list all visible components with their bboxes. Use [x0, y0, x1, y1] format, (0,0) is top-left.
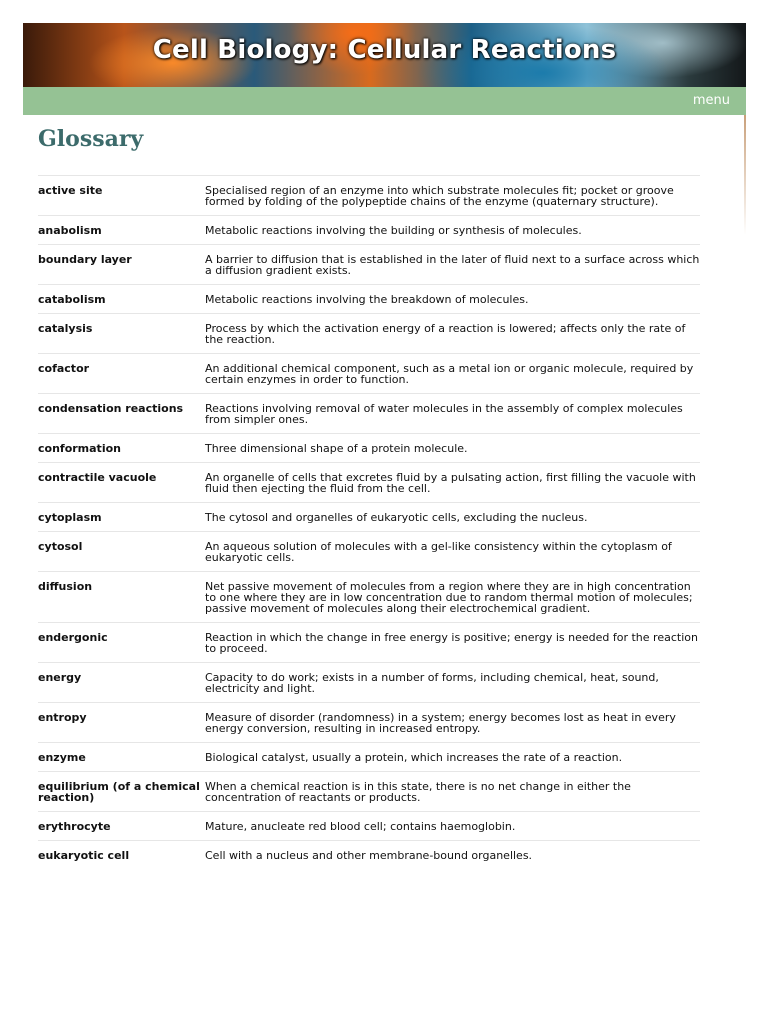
glossary-term: cytosol — [38, 540, 83, 553]
glossary-term: diffusion — [38, 580, 93, 593]
glossary-term: cytoplasm — [38, 511, 102, 524]
glossary-row — [38, 433, 700, 462]
glossary-term: enzyme — [38, 751, 86, 764]
glossary-row — [38, 742, 700, 771]
glossary-definition: Biological catalyst, usually a protein, which increases the rate of a reaction. — [205, 751, 623, 764]
glossary-definition: Cell with a nucleus and other membrane-bound organelles. — [205, 849, 533, 862]
glossary-row — [38, 622, 700, 662]
site-title: Cell Biology: Cellular Reactions — [152, 35, 617, 65]
glossary-definition: Reaction in which the change in free energy is positive; energy is needed for the reaction to proceed. — [205, 631, 698, 655]
glossary-row — [38, 462, 700, 502]
glossary-row — [38, 771, 700, 811]
glossary-term: equilibrium (of a chemical reaction) — [38, 780, 200, 804]
glossary-definition: Net passive movement of molecules from a region where they are in high concentration to one where they are in low concentration due to random thermal motion of molecules; passive movement of molecules along their electrochemical gradient. — [205, 580, 693, 615]
glossary-term: catalysis — [38, 322, 93, 335]
glossary-definition: Metabolic reactions involving the building or synthesis of molecules. — [205, 224, 582, 237]
glossary-definition: Specialised region of an enzyme into which substrate molecules fit; pocket or groove formed by folding of the polypeptide chains of the enzyme (quaternary structure). — [205, 184, 674, 208]
glossary-term: catabolism — [38, 293, 106, 306]
decorative-stripe — [744, 115, 746, 235]
glossary-row — [38, 215, 700, 244]
menu-button[interactable]: menu — [692, 93, 730, 108]
glossary-list — [38, 175, 700, 869]
glossary-row — [38, 393, 700, 433]
glossary-row — [38, 175, 700, 215]
header-banner — [23, 23, 746, 87]
page-title: Glossary — [38, 126, 144, 152]
glossary-row — [38, 571, 700, 622]
glossary-term: contractile vacuole — [38, 471, 157, 484]
nav-bar — [23, 87, 746, 115]
glossary-row — [38, 502, 700, 531]
glossary-definition: The cytosol and organelles of eukaryotic cells, excluding the nucleus. — [205, 511, 588, 524]
glossary-row — [38, 840, 700, 869]
glossary-definition: Reactions involving removal of water molecules in the assembly of complex molecules from simpler ones. — [205, 402, 683, 426]
glossary-definition: An aqueous solution of molecules with a gel-like consistency within the cytoplasm of eukaryotic cells. — [205, 540, 672, 564]
glossary-definition: Three dimensional shape of a protein molecule. — [205, 442, 468, 455]
glossary-term: energy — [38, 671, 82, 684]
glossary-definition: Process by which the activation energy of a reaction is lowered; affects only the rate of the reaction. — [205, 322, 686, 346]
glossary-term: conformation — [38, 442, 121, 455]
glossary-row — [38, 531, 700, 571]
glossary-term: anabolism — [38, 224, 102, 237]
glossary-definition: Mature, anucleate red blood cell; contains haemoglobin. — [205, 820, 516, 833]
glossary-row — [38, 353, 700, 393]
glossary-row — [38, 662, 700, 702]
glossary-row — [38, 811, 700, 840]
glossary-definition: Metabolic reactions involving the breakdown of molecules. — [205, 293, 529, 306]
glossary-definition: An organelle of cells that excretes fluid by a pulsating action, first filling the vacuole with fluid then ejecting the fluid from the cell. — [205, 471, 696, 495]
glossary-term: entropy — [38, 711, 87, 724]
glossary-definition: An additional chemical component, such as a metal ion or organic molecule, required by certain enzymes in order to function. — [205, 362, 694, 386]
glossary-definition: A barrier to diffusion that is established in the later of fluid next to a surface across which a diffusion gradient exists. — [205, 253, 700, 277]
glossary-term: eukaryotic cell — [38, 849, 130, 862]
glossary-definition: Capacity to do work; exists in a number of forms, including chemical, heat, sound, electricity and light. — [205, 671, 659, 695]
glossary-term: active site — [38, 184, 103, 197]
glossary-row — [38, 244, 700, 284]
glossary-definition: When a chemical reaction is in this state, there is no net change in either the concentration of reactants or products. — [205, 780, 631, 804]
glossary-definition: Measure of disorder (randomness) in a system; energy becomes lost as heat in every energy conversion, resulting in increased entropy. — [205, 711, 676, 735]
glossary-term: condensation reactions — [38, 402, 184, 415]
glossary-term: erythrocyte — [38, 820, 111, 833]
glossary-term: boundary layer — [38, 253, 132, 266]
glossary-row — [38, 702, 700, 742]
glossary-row — [38, 313, 700, 353]
glossary-row — [38, 284, 700, 313]
glossary-term: cofactor — [38, 362, 90, 375]
glossary-term: endergonic — [38, 631, 108, 644]
